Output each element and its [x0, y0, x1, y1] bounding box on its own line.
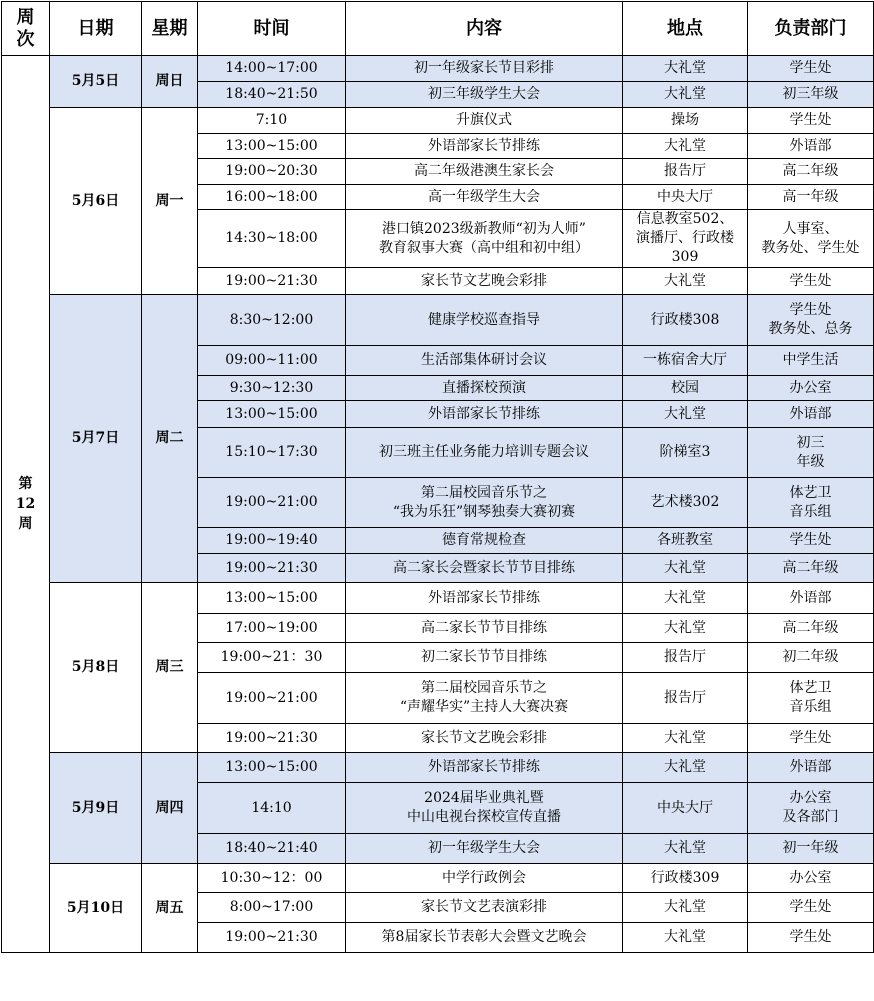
dept-cell [748, 724, 874, 753]
place-line: 大礼堂 [664, 559, 706, 576]
place-line: 中央大厅 [657, 188, 713, 205]
content-cell [346, 185, 623, 210]
content-line: 初一年级家长节目彩排 [414, 60, 554, 76]
content-cell [346, 753, 623, 783]
place-line: 大礼堂 [664, 619, 706, 636]
content-cell [346, 159, 623, 185]
content-line: 健康学校巡查指导 [428, 311, 540, 328]
place-line: 信息教室502、 [636, 211, 734, 227]
dept-line: 教务处、总务 [768, 321, 853, 337]
time-cell [198, 583, 346, 614]
place-line: 校园 [671, 379, 699, 396]
dept-cell [748, 783, 874, 834]
weekday-cell: 周日 [142, 56, 198, 108]
place-cell [623, 268, 748, 295]
time-line: 09:00~11:00 [225, 352, 318, 368]
table-row [2, 864, 874, 893]
dept-line: 初三 [796, 434, 825, 451]
time-line: 14:30~18:00 [225, 230, 318, 246]
content-cell [346, 783, 623, 834]
place-line: 大礼堂 [664, 729, 706, 746]
schedule-body [2, 56, 874, 953]
dept-cell [748, 673, 874, 724]
time-line: 15:10~17:30 [225, 444, 318, 460]
week-label-part: 周 [18, 516, 33, 532]
content-line: 中学行政例会 [442, 869, 526, 886]
content-cell [346, 643, 623, 673]
date-cell: 5月6日 [50, 108, 142, 295]
content-cell [346, 864, 623, 893]
place-line: 大礼堂 [664, 929, 706, 945]
content-cell [346, 834, 623, 864]
dept-line: 外语部 [789, 137, 832, 154]
dept-cell [748, 583, 874, 614]
time-cell [198, 185, 346, 210]
content-line: 外语部家长节排练 [428, 137, 540, 154]
dept-cell [748, 428, 874, 478]
dept-cell [748, 159, 874, 185]
content-cell [346, 134, 623, 159]
place-line: 操场 [671, 112, 699, 128]
place-line: 大礼堂 [664, 60, 706, 76]
content-cell [346, 210, 623, 268]
content-cell [346, 583, 623, 614]
content-line: 初三年级学生大会 [428, 86, 540, 102]
content-line: 港口镇2023级新教师“初为人师” [382, 220, 586, 237]
dept-line: 高二年级 [782, 559, 839, 576]
place-cell [623, 159, 748, 185]
place-line: 大礼堂 [664, 405, 706, 422]
time-cell [198, 82, 346, 108]
dept-line: 外语部 [789, 759, 832, 775]
dept-line: 学生处 [789, 272, 832, 289]
time-cell [198, 376, 346, 401]
time-line: 19:00~21:00 [225, 494, 318, 510]
place-cell [623, 864, 748, 893]
content-line: 外语部家长节排练 [428, 759, 540, 775]
header-place: 地点 [623, 2, 748, 56]
table-row [2, 56, 874, 82]
time-cell [198, 753, 346, 783]
content-cell [346, 673, 623, 724]
content-cell [346, 108, 623, 134]
content-cell [346, 295, 623, 346]
content-line: “我为乐狂”钢琴独奏大赛初赛 [392, 503, 576, 520]
dept-cell [748, 834, 874, 864]
time-cell [198, 643, 346, 673]
dept-cell [748, 554, 874, 583]
place-cell [623, 724, 748, 753]
place-line: 一栋宿舍大厅 [643, 352, 727, 368]
dept-line: 学生处 [789, 929, 832, 945]
place-line: 309 [671, 249, 699, 265]
weekday-cell: 周三 [142, 583, 198, 753]
content-line: 外语部家长节排练 [428, 589, 540, 606]
time-cell [198, 554, 346, 583]
dept-cell [748, 893, 874, 923]
place-cell [623, 753, 748, 783]
content-line: 德育常规检查 [442, 532, 526, 548]
time-line: 9:30~12:30 [229, 379, 314, 396]
place-line: 大礼堂 [664, 589, 706, 606]
content-cell [346, 376, 623, 401]
place-line: 大礼堂 [664, 137, 706, 154]
content-line: 升旗仪式 [456, 112, 512, 128]
content-line: 初三班主任业务能力培训专题会议 [379, 444, 589, 460]
content-cell [346, 56, 623, 82]
dept-line: 高二年级 [782, 619, 839, 636]
table-row [2, 295, 874, 346]
place-cell [623, 923, 748, 953]
time-line: 19:00~19:40 [225, 532, 318, 548]
dept-line: 办公室 [789, 869, 832, 886]
time-cell [198, 134, 346, 159]
dept-line: 外语部 [789, 589, 832, 606]
content-line: 初二家长节节目排练 [421, 649, 547, 665]
place-cell [623, 56, 748, 82]
header-weekday: 星期 [142, 2, 198, 56]
date-cell: 5月5日 [50, 56, 142, 108]
time-cell [198, 268, 346, 295]
content-line: “声耀华实”主持人大赛决赛 [399, 699, 569, 715]
dept-line: 高一年级 [782, 188, 839, 205]
dept-cell [748, 268, 874, 295]
dept-line: 及各部门 [782, 809, 839, 825]
place-cell [623, 893, 748, 923]
dept-line: 高二年级 [782, 163, 839, 179]
dept-line: 初二年级 [782, 649, 839, 665]
content-line: 外语部家长节排练 [428, 405, 540, 422]
place-cell [623, 376, 748, 401]
header-dept: 负责部门 [748, 2, 874, 56]
content-cell [346, 554, 623, 583]
place-cell [623, 401, 748, 428]
time-line: 13:00~15:00 [225, 759, 318, 775]
dept-line: 教务处、学生处 [761, 239, 860, 256]
content-cell [346, 268, 623, 295]
place-line: 阶梯室3 [659, 444, 711, 460]
content-line: 高二年级港澳生家长会 [414, 163, 554, 179]
dept-line: 年级 [796, 453, 825, 470]
weekday-cell: 周一 [142, 108, 198, 295]
time-cell [198, 528, 346, 554]
place-cell [623, 643, 748, 673]
content-cell [346, 428, 623, 478]
content-cell [346, 478, 623, 528]
time-line: 13:00~15:00 [225, 589, 318, 606]
time-cell [198, 295, 346, 346]
place-line: 报告厅 [664, 689, 706, 706]
content-line: 第二届校园音乐节之 [421, 484, 547, 501]
time-cell [198, 346, 346, 376]
place-line: 各班教室 [657, 532, 713, 548]
place-cell [623, 295, 748, 346]
content-line: 高二家长节节目排练 [421, 619, 547, 636]
dept-cell [748, 82, 874, 108]
time-cell [198, 614, 346, 643]
time-cell [198, 210, 346, 268]
time-line: 19:00~20:30 [225, 163, 318, 179]
place-line: 行政楼308 [650, 311, 720, 328]
week-cell [2, 56, 50, 953]
time-cell [198, 783, 346, 834]
header-row [2, 2, 874, 56]
place-line: 艺术楼302 [650, 494, 720, 510]
dept-line: 办公室 [789, 379, 832, 396]
content-cell [346, 528, 623, 554]
time-line: 18:40~21:50 [225, 86, 318, 102]
place-line: 行政楼309 [650, 869, 720, 886]
header-time: 时间 [198, 2, 346, 56]
place-cell [623, 673, 748, 724]
date-cell: 5月9日 [50, 753, 142, 864]
time-line: 16:00~18:00 [225, 188, 318, 205]
place-cell [623, 134, 748, 159]
dept-cell [748, 108, 874, 134]
content-line: 家长节文艺晚会彩排 [421, 272, 547, 289]
place-line: 大礼堂 [664, 272, 706, 289]
time-cell [198, 893, 346, 923]
dept-cell [748, 528, 874, 554]
time-line: 10:30~12：00 [220, 869, 323, 886]
header-week: 周 次 [2, 2, 50, 56]
time-line: 7:10 [255, 112, 288, 128]
dept-line: 初一年级 [782, 840, 839, 856]
week-label-part: 12 [15, 496, 36, 512]
weekday-cell: 周五 [142, 864, 198, 953]
dept-line: 体艺卫 [789, 484, 832, 501]
time-cell [198, 864, 346, 893]
dept-line: 学生处 [789, 899, 832, 915]
time-cell [198, 56, 346, 82]
time-line: 13:00~15:00 [225, 137, 318, 154]
dept-cell [748, 134, 874, 159]
content-line: 家长节文艺晚会彩排 [421, 729, 547, 746]
dept-line: 学生处 [789, 60, 832, 76]
content-line: 高二家长会暨家长节节目排练 [393, 559, 575, 576]
time-cell [198, 108, 346, 134]
place-cell [623, 478, 748, 528]
place-cell [623, 346, 748, 376]
place-cell [623, 554, 748, 583]
weekday-cell: 周四 [142, 753, 198, 864]
time-cell [198, 478, 346, 528]
dept-line: 初三年级 [782, 86, 839, 102]
place-line: 大礼堂 [664, 86, 706, 102]
content-cell [346, 923, 623, 953]
dept-line: 学生处 [789, 532, 832, 548]
dept-cell [748, 753, 874, 783]
week-label-part: 第 [18, 476, 33, 492]
time-line: 19:00~21:30 [225, 729, 318, 746]
time-line: 18:40~21:40 [225, 840, 318, 856]
content-line: 第二届校园音乐节之 [421, 680, 547, 696]
place-line: 报告厅 [664, 163, 706, 179]
dept-line: 学生处 [789, 302, 832, 318]
place-cell [623, 583, 748, 614]
time-cell [198, 428, 346, 478]
place-line: 大礼堂 [664, 899, 706, 915]
content-cell [346, 401, 623, 428]
date-cell: 5月8日 [50, 583, 142, 753]
content-line: 生活部集体研讨会议 [421, 352, 547, 368]
dept-line: 办公室 [789, 790, 832, 806]
dept-cell [748, 643, 874, 673]
dept-cell [748, 478, 874, 528]
dept-line: 学生处 [789, 112, 832, 128]
dept-cell [748, 401, 874, 428]
table-row [2, 753, 874, 783]
time-line: 14:10 [251, 799, 292, 816]
content-cell [346, 82, 623, 108]
table-row [2, 108, 874, 134]
content-line: 初一年级学生大会 [428, 840, 540, 856]
time-line: 13:00~15:00 [225, 405, 318, 422]
dept-cell [748, 295, 874, 346]
time-line: 19:00~21：30 [220, 649, 323, 665]
time-line: 19:00~21:30 [225, 272, 318, 289]
content-line: 中山电视台探校宣传直播 [407, 809, 561, 825]
time-cell [198, 834, 346, 864]
place-cell [623, 528, 748, 554]
content-line: 家长节文艺表演彩排 [421, 899, 547, 915]
dept-line: 音乐组 [789, 503, 832, 520]
time-line: 19:00~21:30 [225, 559, 318, 576]
place-line: 大礼堂 [664, 840, 706, 856]
time-line: 8:00~17:00 [229, 899, 314, 915]
dept-line: 体艺卫 [789, 680, 832, 696]
place-cell [623, 82, 748, 108]
place-cell [623, 210, 748, 268]
date-cell: 5月7日 [50, 295, 142, 583]
place-cell [623, 783, 748, 834]
time-cell [198, 724, 346, 753]
place-cell [623, 614, 748, 643]
dept-cell [748, 614, 874, 643]
place-cell [623, 108, 748, 134]
place-line: 演播厅、行政楼 [636, 230, 734, 246]
dept-cell [748, 210, 874, 268]
dept-cell [748, 923, 874, 953]
dept-line: 学生处 [789, 729, 832, 746]
dept-cell [748, 376, 874, 401]
dept-cell [748, 56, 874, 82]
content-line: 直播探校预演 [442, 379, 526, 396]
weekday-cell: 周二 [142, 295, 198, 583]
time-cell [198, 159, 346, 185]
header-content: 内容 [346, 2, 623, 56]
place-cell [623, 834, 748, 864]
content-cell [346, 893, 623, 923]
time-line: 17:00~19:00 [225, 619, 318, 636]
header-date: 日期 [50, 2, 142, 56]
dept-line: 外语部 [789, 405, 832, 422]
time-line: 14:00~17:00 [225, 60, 318, 76]
dept-line: 音乐组 [789, 699, 832, 715]
dept-line: 中学生活 [782, 352, 839, 368]
place-line: 大礼堂 [664, 759, 706, 775]
time-cell [198, 673, 346, 724]
content-cell [346, 346, 623, 376]
place-line: 报告厅 [664, 649, 706, 665]
dept-line: 人事室、 [782, 220, 839, 237]
content-line: 2024届毕业典礼暨 [424, 790, 544, 806]
time-line: 19:00~21:00 [225, 689, 318, 706]
content-cell [346, 614, 623, 643]
dept-cell [748, 864, 874, 893]
place-cell [623, 185, 748, 210]
place-line: 中央大厅 [657, 799, 713, 816]
time-line: 8:30~12:00 [229, 311, 314, 328]
date-cell: 5月10日 [50, 864, 142, 953]
content-cell [346, 724, 623, 753]
time-cell [198, 923, 346, 953]
dept-cell [748, 346, 874, 376]
place-cell [623, 428, 748, 478]
time-line: 19:00~21:30 [225, 929, 318, 945]
time-cell [198, 401, 346, 428]
table-row [2, 583, 874, 614]
schedule-table [1, 1, 874, 953]
dept-cell [748, 185, 874, 210]
content-line: 高一年级学生大会 [428, 188, 540, 205]
content-line: 教育叙事大赛（高中组和初中组） [379, 239, 589, 256]
content-line: 第8届家长节表彰大会暨文艺晚会 [381, 929, 587, 945]
